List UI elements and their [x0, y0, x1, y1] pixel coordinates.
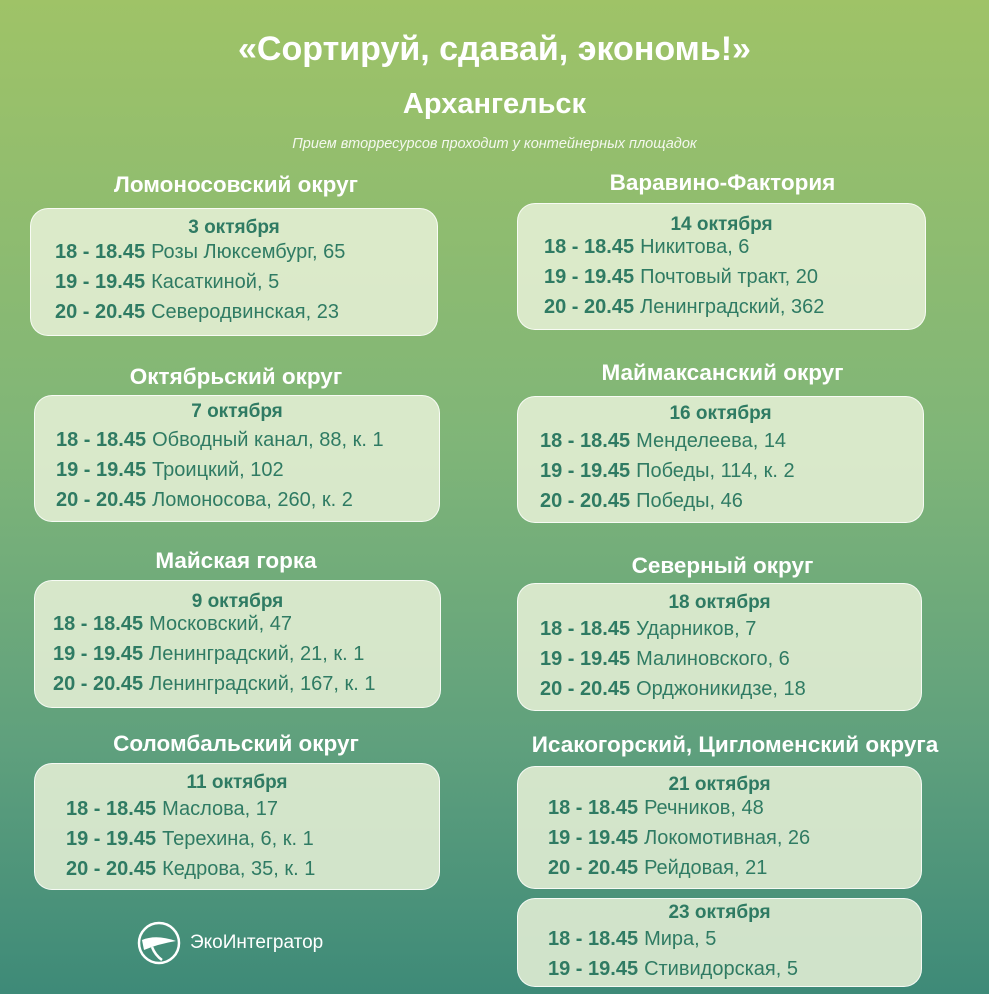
- time-slot: 19 - 19.45: [544, 266, 635, 288]
- time-slot: 18 - 18.45: [55, 241, 146, 263]
- district-title: Варавино-Фактория: [609, 170, 836, 195]
- page-subtitle: Прием вторресурсов проходит у контейнерных площадок: [292, 136, 697, 152]
- schedule-row: [55, 241, 345, 264]
- collection-date: 11 октября: [186, 772, 288, 793]
- schedule-row: [544, 296, 824, 319]
- time-slot: 18 - 18.45: [548, 928, 639, 950]
- time-slot: 18 - 18.45: [540, 430, 631, 452]
- address: Ударников, 7: [636, 618, 757, 640]
- address: Ленинградский, 167, к. 1: [149, 673, 376, 695]
- district-title: Исакогорский, Цигломенский округа: [531, 732, 939, 757]
- district-title: Майская горка: [155, 548, 317, 573]
- schedule-row: [548, 857, 767, 880]
- schedule-card: [517, 396, 924, 523]
- logo: [136, 920, 323, 966]
- schedule-row: [540, 490, 743, 513]
- schedule-row: [53, 613, 292, 636]
- collection-date: 23 октября: [668, 902, 771, 923]
- schedule-row: [548, 827, 810, 850]
- address: Победы, 114, к. 2: [636, 460, 795, 482]
- schedule-row: [55, 301, 339, 324]
- city-title: Архангельск: [402, 88, 587, 120]
- address: Ленинградский, 21, к. 1: [149, 643, 365, 665]
- district-title: Октябрьский округ: [129, 364, 343, 389]
- collection-date: 18 октября: [668, 592, 771, 613]
- schedule-row: [540, 430, 786, 453]
- address: Рейдовая, 21: [644, 857, 768, 879]
- schedule-row: [544, 236, 749, 259]
- address: Розы Люксембург, 65: [151, 241, 346, 263]
- address: Менделеева, 14: [636, 430, 787, 452]
- collection-date: 16 октября: [669, 403, 772, 424]
- schedule-row: [540, 618, 756, 641]
- schedule-row: [66, 798, 278, 821]
- schedule-row: [548, 958, 798, 981]
- address: Терехина, 6, к. 1: [162, 828, 314, 850]
- address: Речников, 48: [644, 797, 764, 819]
- address: Стивидорская, 5: [644, 958, 798, 980]
- schedule-card: [517, 583, 922, 711]
- time-slot: 18 - 18.45: [544, 236, 635, 258]
- schedule-card: [34, 763, 440, 890]
- schedule-card: [517, 898, 922, 987]
- time-slot: 19 - 19.45: [540, 460, 631, 482]
- district-title: Северный округ: [631, 553, 814, 578]
- schedule-row: [56, 489, 353, 512]
- schedule-row: [544, 266, 818, 289]
- address: Ломоносова, 260, к. 2: [152, 489, 353, 511]
- schedule-card: [517, 203, 926, 330]
- schedule-card: [34, 395, 440, 522]
- time-slot: 19 - 19.45: [548, 958, 639, 980]
- district-title: Маймаксанский округ: [601, 360, 844, 385]
- time-slot: 20 - 20.45: [55, 301, 146, 323]
- schedule-row: [53, 673, 375, 696]
- collection-date: 21 октября: [668, 774, 771, 795]
- time-slot: 18 - 18.45: [540, 618, 631, 640]
- time-slot: 19 - 19.45: [53, 643, 144, 665]
- district-title: Ломоносовский округ: [114, 172, 358, 197]
- time-slot: 20 - 20.45: [548, 857, 639, 879]
- time-slot: 19 - 19.45: [548, 827, 639, 849]
- address: Ленинградский, 362: [640, 296, 825, 318]
- address: Маслова, 17: [162, 798, 278, 820]
- schedule-row: [540, 648, 790, 671]
- schedule-row: [55, 271, 279, 294]
- time-slot: 20 - 20.45: [53, 673, 144, 695]
- time-slot: 19 - 19.45: [66, 828, 157, 850]
- address: Малиновского, 6: [636, 648, 790, 670]
- collection-date: 7 октября: [191, 401, 283, 422]
- page-title: «Сортируй, сдавай, экономь!»: [238, 30, 751, 68]
- schedule-row: [548, 797, 764, 820]
- address: Обводный канал, 88, к. 1: [152, 429, 384, 451]
- address: Почтовый тракт, 20: [640, 266, 819, 288]
- collection-date: 9 октября: [191, 591, 284, 612]
- time-slot: 18 - 18.45: [56, 429, 147, 451]
- time-slot: 20 - 20.45: [544, 296, 635, 318]
- address: Победы, 46: [636, 490, 743, 512]
- schedule-row: [548, 928, 716, 951]
- time-slot: 19 - 19.45: [540, 648, 631, 670]
- schedule-row: [53, 643, 364, 666]
- schedule-card: [517, 766, 922, 889]
- schedule-row: [66, 828, 314, 851]
- schedule-row: [66, 858, 315, 881]
- schedule-card: [30, 208, 438, 336]
- ecointegrator-logo-icon: [136, 920, 182, 966]
- address: Кедрова, 35, к. 1: [162, 858, 316, 880]
- address: Троицкий, 102: [152, 459, 284, 481]
- time-slot: 18 - 18.45: [66, 798, 157, 820]
- schedule-row: [540, 460, 795, 483]
- time-slot: 18 - 18.45: [53, 613, 144, 635]
- schedule-row: [56, 459, 284, 482]
- schedule-row: [56, 429, 384, 452]
- address: Касаткиной, 5: [151, 271, 280, 293]
- schedule-row: [540, 678, 806, 701]
- time-slot: 20 - 20.45: [66, 858, 157, 880]
- time-slot: 20 - 20.45: [56, 489, 147, 511]
- address: Локомотивная, 26: [644, 827, 811, 849]
- schedule-card: [34, 580, 441, 708]
- logo-text: ЭкоИнтегратор: [190, 932, 324, 953]
- time-slot: 19 - 19.45: [55, 271, 146, 293]
- time-slot: 20 - 20.45: [540, 490, 631, 512]
- address: Северодвинская, 23: [151, 301, 339, 323]
- address: Московский, 47: [149, 613, 293, 635]
- address: Орджоникидзе, 18: [636, 678, 806, 700]
- time-slot: 18 - 18.45: [548, 797, 639, 819]
- collection-date: 3 октября: [188, 217, 280, 238]
- collection-date: 14 октября: [670, 214, 773, 235]
- address: Никитова, 6: [640, 236, 750, 258]
- time-slot: 20 - 20.45: [540, 678, 631, 700]
- address: Мира, 5: [644, 928, 717, 950]
- district-title: Соломбальский округ: [113, 731, 359, 756]
- time-slot: 19 - 19.45: [56, 459, 147, 481]
